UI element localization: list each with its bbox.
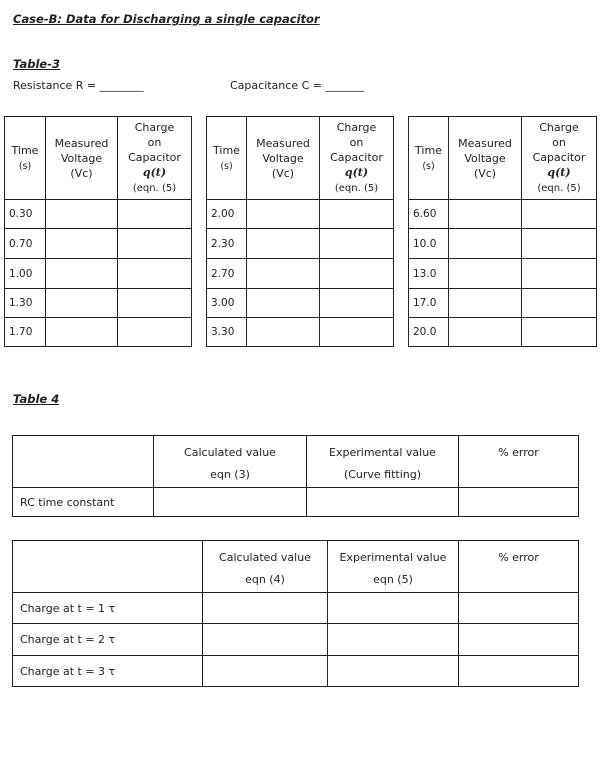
time-cell: 1.30	[5, 289, 46, 318]
calculated-cell[interactable]	[203, 624, 328, 656]
voltage-cell[interactable]	[46, 200, 118, 229]
charge-header: Charge on Capacitor q(t) (eqn. (5)	[522, 117, 597, 200]
charge-table	[12, 540, 579, 687]
charge-row-label: Charge at t = 1 τ	[13, 593, 203, 624]
charge-cell[interactable]	[320, 259, 394, 289]
calculated-header: Calculated value eqn (3)	[154, 436, 307, 488]
charge-cell[interactable]	[118, 318, 192, 347]
time-cell: 2.30	[207, 229, 247, 259]
time-cell: 1.00	[5, 259, 46, 289]
voltage-cell[interactable]	[449, 259, 522, 289]
voltage-cell[interactable]	[46, 229, 118, 259]
error-cell[interactable]	[459, 624, 579, 656]
charge-row-label: Charge at t = 2 τ	[13, 624, 203, 656]
table3-group-1	[4, 116, 192, 347]
charge-header: Charge on Capacitor q(t) (eqn. (5)	[320, 117, 394, 200]
resistance-field[interactable]: Resistance R = ________	[13, 79, 144, 92]
charge-cell[interactable]	[522, 229, 597, 259]
charge-cell[interactable]	[320, 229, 394, 259]
charge-cell[interactable]	[118, 229, 192, 259]
calculated-header: Calculated value eqn (4)	[203, 541, 328, 593]
charge-cell[interactable]	[118, 200, 192, 229]
time-cell: 6.60	[409, 200, 449, 229]
voltage-cell[interactable]	[46, 259, 118, 289]
experimental-cell[interactable]	[307, 488, 459, 517]
experimental-cell[interactable]	[328, 624, 459, 656]
time-cell: 10.0	[409, 229, 449, 259]
voltage-cell[interactable]	[247, 259, 320, 289]
voltage-cell[interactable]	[46, 289, 118, 318]
voltage-cell[interactable]	[449, 318, 522, 347]
error-cell[interactable]	[459, 593, 579, 624]
time-cell: 13.0	[409, 259, 449, 289]
charge-row-label: Charge at t = 3 τ	[13, 656, 203, 687]
calculated-cell[interactable]	[154, 488, 307, 517]
error-header: % error	[459, 541, 579, 593]
time-header: Time (s)	[5, 117, 46, 200]
voltage-cell[interactable]	[449, 229, 522, 259]
voltage-header: Measured Voltage (Vc)	[46, 117, 118, 200]
time-cell: 2.00	[207, 200, 247, 229]
charge-cell[interactable]	[320, 289, 394, 318]
error-header: % error	[459, 436, 579, 488]
table3-group-2	[206, 116, 394, 347]
charge-cell[interactable]	[522, 200, 597, 229]
table3-group-3	[408, 116, 597, 347]
calculated-cell[interactable]	[203, 656, 328, 687]
capacitance-field[interactable]: Capacitance C = _______	[230, 79, 364, 92]
charge-cell[interactable]	[118, 259, 192, 289]
charge-cell[interactable]	[522, 318, 597, 347]
blank-header-cell	[13, 541, 203, 593]
experimental-header: Experimental value eqn (5)	[328, 541, 459, 593]
charge-header: Charge on Capacitor q(t) (eqn. (5)	[118, 117, 192, 200]
time-cell: 3.00	[207, 289, 247, 318]
experimental-header: Experimental value (Curve fitting)	[307, 436, 459, 488]
page-title: Case-B: Data for Discharging a single capacitor	[13, 12, 320, 26]
charge-cell[interactable]	[118, 289, 192, 318]
charge-cell[interactable]	[320, 200, 394, 229]
time-cell: 0.30	[5, 200, 46, 229]
rc-row-label: RC time constant	[13, 488, 154, 517]
voltage-header: Measured Voltage (Vc)	[247, 117, 320, 200]
time-cell: 0.70	[5, 229, 46, 259]
table3-label: Table-3	[13, 57, 60, 71]
time-cell: 3.30	[207, 318, 247, 347]
voltage-cell[interactable]	[247, 318, 320, 347]
charge-cell[interactable]	[522, 259, 597, 289]
time-cell: 2.70	[207, 259, 247, 289]
time-cell: 17.0	[409, 289, 449, 318]
experimental-cell[interactable]	[328, 593, 459, 624]
time-cell: 20.0	[409, 318, 449, 347]
voltage-header: Measured Voltage (Vc)	[449, 117, 522, 200]
voltage-cell[interactable]	[449, 200, 522, 229]
charge-cell[interactable]	[320, 318, 394, 347]
error-cell[interactable]	[459, 488, 579, 517]
blank-header-cell	[13, 436, 154, 488]
voltage-cell[interactable]	[46, 318, 118, 347]
calculated-cell[interactable]	[203, 593, 328, 624]
voltage-cell[interactable]	[449, 289, 522, 318]
time-header: Time (s)	[409, 117, 449, 200]
charge-cell[interactable]	[522, 289, 597, 318]
table4-label: Table 4	[13, 392, 60, 406]
voltage-cell[interactable]	[247, 289, 320, 318]
voltage-cell[interactable]	[247, 200, 320, 229]
experimental-cell[interactable]	[328, 656, 459, 687]
voltage-cell[interactable]	[247, 229, 320, 259]
time-header: Time (s)	[207, 117, 247, 200]
rc-table	[12, 435, 579, 517]
error-cell[interactable]	[459, 656, 579, 687]
time-cell: 1.70	[5, 318, 46, 347]
